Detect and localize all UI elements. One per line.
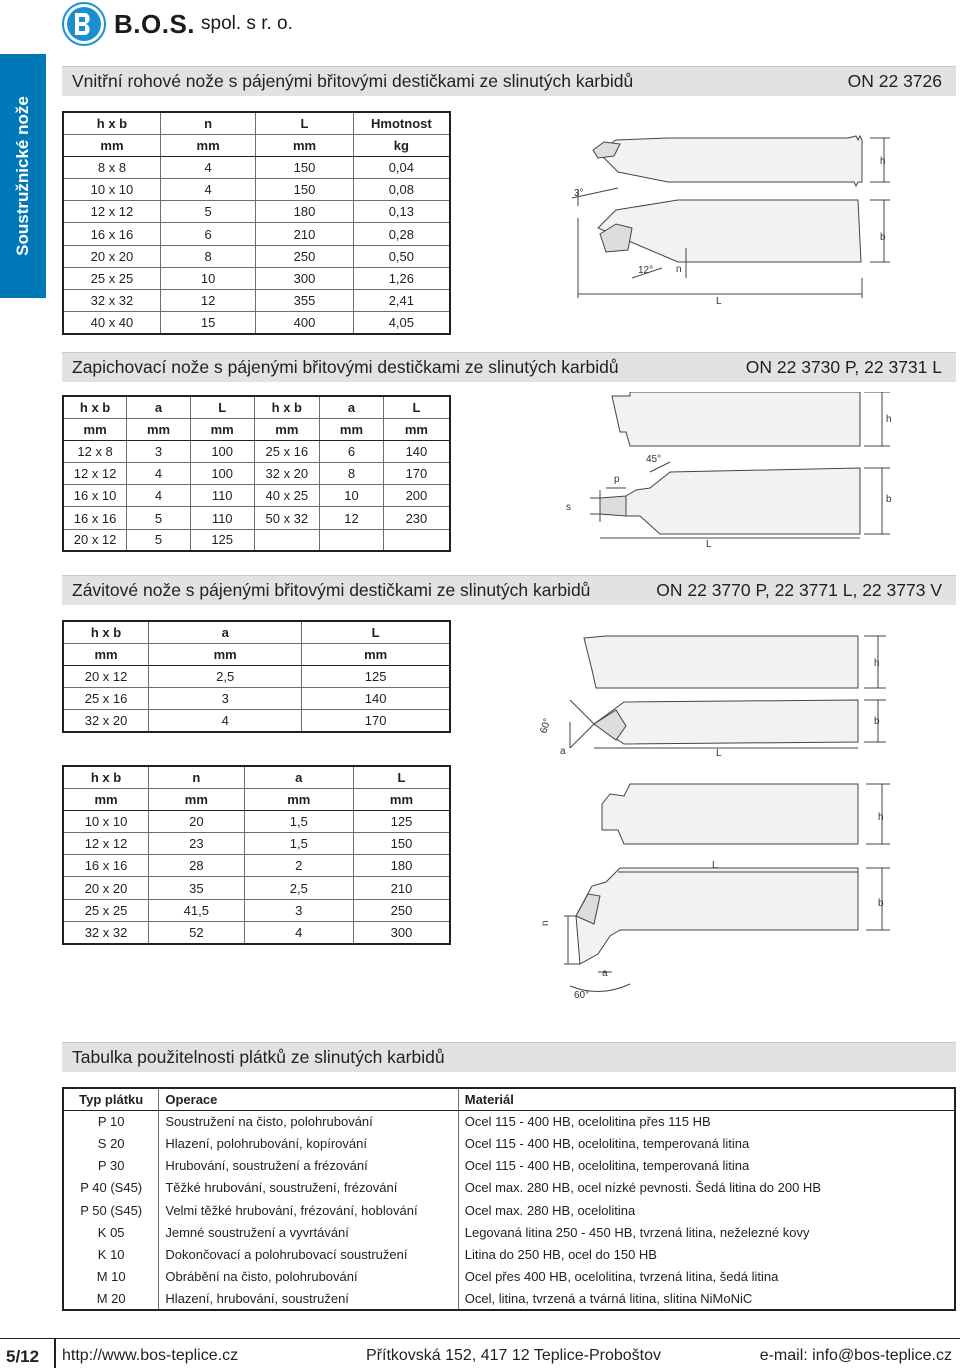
table-header-row — [63, 134, 450, 156]
table-cell: 2,5 — [149, 665, 302, 687]
table-cell: 4,05 — [353, 312, 450, 334]
footer-website-link[interactable]: http://www.bos-teplice.cz — [62, 1347, 239, 1364]
table-cell: L — [302, 621, 450, 643]
table-row — [63, 290, 450, 312]
drawing-4-label-h: h — [878, 812, 884, 823]
table-cell: 12 x 12 — [63, 201, 160, 223]
table-row — [63, 899, 450, 921]
drawing-4-label-n: n — [540, 920, 551, 926]
table-cell: 4 — [160, 179, 255, 201]
table-cell: 12 — [320, 507, 384, 529]
table-cell: 0,50 — [353, 245, 450, 267]
table-cell: 0,13 — [353, 201, 450, 223]
table-cell: 180 — [256, 201, 353, 223]
section-standard: ON 22 3726 — [847, 71, 942, 91]
table-cell: mm — [63, 134, 160, 156]
table-cell: 10 x 10 — [63, 179, 160, 201]
table-row — [63, 810, 450, 832]
table-cell: a — [244, 766, 353, 788]
table-header-row — [63, 1088, 955, 1110]
table-cell: 1,5 — [244, 833, 353, 855]
table-cell: 4 — [149, 710, 302, 732]
table-header-row — [63, 418, 450, 440]
table-cell: Materiál — [458, 1088, 955, 1110]
table-cell: Hlazení, polohrubování, kopírování — [159, 1132, 458, 1154]
company-header — [62, 2, 293, 46]
table-cell: mm — [320, 418, 384, 440]
table-cell: L — [256, 112, 353, 134]
table-cell: 35 — [149, 877, 245, 899]
footer-address: Přítkovská 152, 417 12 Teplice-Proboštov — [366, 1347, 661, 1364]
table-row — [63, 1132, 955, 1154]
table-threading-tools-2 — [62, 765, 451, 945]
table-row — [63, 201, 450, 223]
table-header-row — [63, 112, 450, 134]
table-cell: 40 x 40 — [63, 312, 160, 334]
table-cell: 20 x 12 — [63, 529, 127, 551]
footer-email-link[interactable]: e-mail: info@bos-teplice.cz — [759, 1347, 952, 1364]
table-cell: M 20 — [63, 1288, 159, 1310]
table-cell: 32 x 32 — [63, 921, 149, 943]
table-cell: Ocel, litina, tvrzená a tvárná litina, slitina NiMoNiC — [458, 1288, 955, 1310]
table-cell: Operace — [159, 1088, 458, 1110]
table-cell: 2 — [244, 855, 353, 877]
table-cell: 250 — [256, 245, 353, 267]
company-suffix: spol. s r. o. — [201, 13, 293, 34]
section-header-2 — [62, 352, 956, 382]
table-row — [63, 440, 450, 462]
table-cell: 16 x 16 — [63, 223, 160, 245]
section-header-4 — [62, 1042, 956, 1072]
table-cell: 110 — [190, 507, 254, 529]
table-cell — [320, 529, 384, 551]
drawing-4-label-b: b — [878, 898, 884, 909]
table-cell: 8 x 8 — [63, 156, 160, 178]
table-inner-corner-tools — [62, 111, 451, 335]
table-cell: 210 — [256, 223, 353, 245]
table-cell: P 50 (S45) — [63, 1199, 159, 1221]
table-cell: 20 x 20 — [63, 245, 160, 267]
table-cell: 300 — [256, 267, 353, 289]
table-cell: n — [149, 766, 245, 788]
table-cell: 3 — [127, 440, 191, 462]
table-cell: L — [190, 396, 254, 418]
table-cell: Těžké hrubování, soustružení, frézování — [159, 1177, 458, 1199]
table-cell: Jemné soustružení a vyvrtávání — [159, 1221, 458, 1243]
table-cell: Soustružení na čisto, polohrubování — [159, 1110, 458, 1132]
table-cell: 140 — [302, 688, 450, 710]
table-cell: 25 x 25 — [63, 267, 160, 289]
table-cell: 5 — [127, 507, 191, 529]
table-cell: 0,04 — [353, 156, 450, 178]
table-header-row — [63, 766, 450, 788]
table-row — [63, 312, 450, 334]
table-cell: 250 — [353, 899, 450, 921]
table-cell: mm — [63, 788, 149, 810]
table-row — [63, 1155, 955, 1177]
table-cell: 400 — [256, 312, 353, 334]
table-cell: Ocel 115 - 400 HB, ocelolitina, temperovaná litina — [458, 1132, 955, 1154]
table-row — [63, 1243, 955, 1265]
table-cell: Hlazení, hrubování, soustružení — [159, 1288, 458, 1310]
table-cell: 16 x 10 — [63, 485, 127, 507]
table-cell: 110 — [190, 485, 254, 507]
side-category-tab — [0, 54, 46, 298]
table-row — [63, 1110, 955, 1132]
table-row — [63, 485, 450, 507]
drawing-1-label-L: L — [716, 296, 722, 307]
table-cell: 125 — [302, 665, 450, 687]
drawing-3-label-b: b — [874, 716, 880, 727]
table-cell: 0,08 — [353, 179, 450, 201]
table-cell: h x b — [63, 621, 149, 643]
drawing-1-label-h: h — [880, 156, 886, 167]
table-cell: 8 — [160, 245, 255, 267]
table-cell: 23 — [149, 833, 245, 855]
company-name: B.O.S. — [114, 8, 196, 39]
table-cell: 10 — [320, 485, 384, 507]
table-row — [63, 507, 450, 529]
side-tab-label: Soustružnické nože — [13, 96, 32, 256]
table-cell: 170 — [383, 463, 450, 485]
table-cell: 32 x 32 — [63, 290, 160, 312]
table-row — [63, 688, 450, 710]
drawing-1-label-b: b — [880, 232, 886, 243]
drawing-2-angle-45: 45° — [646, 454, 662, 465]
table-cell: mm — [353, 788, 450, 810]
table-cell: mm — [63, 643, 149, 665]
table-cell: 4 — [127, 485, 191, 507]
table-cell — [254, 529, 320, 551]
table-row — [63, 710, 450, 732]
table-cell: 1,26 — [353, 267, 450, 289]
table-cell: 50 x 32 — [254, 507, 320, 529]
table-cell: 150 — [256, 179, 353, 201]
table-cell: 125 — [353, 810, 450, 832]
table-cell: 40 x 25 — [254, 485, 320, 507]
table-cell: M 10 — [63, 1266, 159, 1288]
table-cell: 300 — [353, 921, 450, 943]
table-cell: L — [383, 396, 450, 418]
table-cell: Ocel max. 280 HB, ocelolitina — [458, 1199, 955, 1221]
table-row — [63, 1221, 955, 1243]
table-cell: h x b — [63, 396, 127, 418]
table-cell: 32 x 20 — [63, 710, 149, 732]
table-cell: L — [353, 766, 450, 788]
table-row — [63, 245, 450, 267]
table-cell: 20 x 20 — [63, 877, 149, 899]
table-cell: Velmi těžké hrubování, frézování, hoblování — [159, 1199, 458, 1221]
table-cell: h x b — [254, 396, 320, 418]
table-cell: mm — [190, 418, 254, 440]
table-cell: 12 x 8 — [63, 440, 127, 462]
table-cell: kg — [353, 134, 450, 156]
table-cell: mm — [244, 788, 353, 810]
table-cell: 20 — [149, 810, 245, 832]
table-cell: 10 x 10 — [63, 810, 149, 832]
drawing-2-label-h: h — [886, 414, 892, 425]
table-cell: mm — [63, 418, 127, 440]
table-cell: 6 — [320, 440, 384, 462]
table-cell: 4 — [127, 463, 191, 485]
table-cell: 12 — [160, 290, 255, 312]
table-cell: 15 — [160, 312, 255, 334]
table-cell: 355 — [256, 290, 353, 312]
table-cell: Legovaná litina 250 - 450 HB, tvrzená litina, neželezné kovy — [458, 1221, 955, 1243]
table-cell: 12 x 12 — [63, 833, 149, 855]
drawing-threading-tool — [530, 630, 950, 760]
table-cell: h x b — [63, 112, 160, 134]
table-cell: Hrubování, soustružení a frézování — [159, 1155, 458, 1177]
table-cell: K 05 — [63, 1221, 159, 1243]
table-cell: 0,28 — [353, 223, 450, 245]
section-standard: ON 22 3770 P, 22 3771 L, 22 3773 V — [656, 580, 942, 600]
table-header-row — [63, 621, 450, 643]
table-cell: 1,5 — [244, 810, 353, 832]
drawing-inner-corner-tool — [558, 128, 948, 310]
table-cell: 150 — [353, 833, 450, 855]
table-row — [63, 529, 450, 551]
table-row — [63, 156, 450, 178]
table-row — [63, 179, 450, 201]
table-cell: Ocel 115 - 400 HB, ocelolitina, temperovaná litina — [458, 1155, 955, 1177]
section-header-1 — [62, 66, 956, 96]
drawing-2-label-L: L — [706, 539, 712, 550]
table-row — [63, 223, 450, 245]
table-row — [63, 463, 450, 485]
table-cell: 25 x 16 — [63, 688, 149, 710]
table-cell: mm — [302, 643, 450, 665]
table-cell: 100 — [190, 463, 254, 485]
section-standard: ON 22 3730 P, 22 3731 L — [745, 357, 942, 377]
table-cell: K 10 — [63, 1243, 159, 1265]
table-cell: P 40 (S45) — [63, 1177, 159, 1199]
section-title: Vnitřní rohové nože s pájenými břitovými destičkami ze slinutých karbidů — [72, 71, 634, 91]
table-cell: S 20 — [63, 1132, 159, 1154]
table-cell: 41,5 — [149, 899, 245, 921]
table-row — [63, 833, 450, 855]
table-cell: 12 x 12 — [63, 463, 127, 485]
footer-divider — [54, 1339, 56, 1368]
drawing-3-label-a: a — [560, 746, 566, 757]
table-cell: 20 x 12 — [63, 665, 149, 687]
table-cell: a — [149, 621, 302, 643]
table-cell: 28 — [149, 855, 245, 877]
table-cell: n — [160, 112, 255, 134]
table-cell: mm — [256, 134, 353, 156]
table-row — [63, 267, 450, 289]
drawing-3-label-L: L — [716, 748, 722, 759]
table-cell: a — [127, 396, 191, 418]
table-cell: Typ plátku — [63, 1088, 159, 1110]
table-cell: P 10 — [63, 1110, 159, 1132]
drawing-threading-tool-2 — [540, 776, 950, 1006]
table-row — [63, 877, 450, 899]
table-row — [63, 921, 450, 943]
table-cell: 100 — [190, 440, 254, 462]
drawing-4-angle-60: 60° — [574, 990, 590, 1001]
table-cell: 6 — [160, 223, 255, 245]
table-cell: Ocel max. 280 HB, ocel nízké pevnosti. Šedá litina do 200 HB — [458, 1177, 955, 1199]
table-header-row — [63, 788, 450, 810]
table-cell: Dokončovací a polohrubovací soustružení — [159, 1243, 458, 1265]
table-cell: mm — [149, 643, 302, 665]
table-cell: Ocel přes 400 HB, ocelolitina, tvrzená litina, šedá litina — [458, 1266, 955, 1288]
table-header-row — [63, 643, 450, 665]
table-cell: 16 x 16 — [63, 507, 127, 529]
table-cell: 4 — [160, 156, 255, 178]
table-cell: 16 x 16 — [63, 855, 149, 877]
table-cell: 230 — [383, 507, 450, 529]
drawing-2-label-p: p — [614, 474, 620, 485]
table-parting-tools — [62, 395, 451, 552]
table-cell: 10 — [160, 267, 255, 289]
table-threading-tools — [62, 620, 451, 733]
table-cell: Litina do 250 HB, ocel do 150 HB — [458, 1243, 955, 1265]
table-header-row — [63, 396, 450, 418]
page-footer — [0, 1338, 960, 1368]
table-cell: Hmotnost — [353, 112, 450, 134]
table-row — [63, 1199, 955, 1221]
drawing-3-label-h: h — [874, 658, 880, 669]
table-cell: 3 — [149, 688, 302, 710]
table-cell: 2,41 — [353, 290, 450, 312]
table-cell: 32 x 20 — [254, 463, 320, 485]
table-cell: a — [320, 396, 384, 418]
table-cell: 210 — [353, 877, 450, 899]
table-cell: 140 — [383, 440, 450, 462]
table-cell: mm — [127, 418, 191, 440]
table-cell: 5 — [160, 201, 255, 223]
table-row — [63, 1288, 955, 1310]
drawing-2-label-s: s — [566, 502, 571, 513]
table-cell: Obrábění na čisto, polohrubování — [159, 1266, 458, 1288]
table-cell: mm — [149, 788, 245, 810]
table-row — [63, 665, 450, 687]
drawing-3-angle-60: 60° — [538, 717, 554, 735]
drawing-4-label-L: L — [712, 860, 718, 871]
drawing-parting-tool — [560, 392, 952, 552]
table-cell: 25 x 25 — [63, 899, 149, 921]
table-cell: P 30 — [63, 1155, 159, 1177]
table-row — [63, 855, 450, 877]
drawing-2-label-b: b — [886, 494, 892, 505]
table-cell: h x b — [63, 766, 149, 788]
table-cell: 4 — [244, 921, 353, 943]
table-row — [63, 1177, 955, 1199]
table-cell: mm — [160, 134, 255, 156]
section-header-3 — [62, 575, 956, 605]
table-cell: 25 x 16 — [254, 440, 320, 462]
table-cell: 200 — [383, 485, 450, 507]
table-cell: mm — [254, 418, 320, 440]
table-cell: 52 — [149, 921, 245, 943]
table-carbide-usage — [62, 1087, 956, 1311]
table-cell: 5 — [127, 529, 191, 551]
table-cell — [383, 529, 450, 551]
page-number: 5/12 — [6, 1347, 40, 1366]
drawing-1-label-n: n — [676, 264, 682, 275]
table-cell: mm — [383, 418, 450, 440]
table-cell: 180 — [353, 855, 450, 877]
table-cell: 150 — [256, 156, 353, 178]
drawing-1-angle-12: 12° — [638, 265, 654, 276]
table-row — [63, 1266, 955, 1288]
bos-logo-icon — [62, 2, 106, 46]
drawing-4-label-a: a — [602, 968, 608, 979]
table-cell: 170 — [302, 710, 450, 732]
table-cell: 8 — [320, 463, 384, 485]
table-cell: Ocel 115 - 400 HB, ocelolitina přes 115 HB — [458, 1110, 955, 1132]
drawing-1-angle-3: 3° — [574, 188, 584, 199]
table-cell: 2,5 — [244, 877, 353, 899]
section-title: Závitové nože s pájenými břitovými destičkami ze slinutých karbidů — [72, 580, 591, 600]
table-cell: 3 — [244, 899, 353, 921]
section-title: Tabulka použitelnosti plátků ze slinutých karbidů — [72, 1047, 445, 1067]
section-title: Zapichovací nože s pájenými břitovými destičkami ze slinutých karbidů — [72, 357, 619, 377]
table-cell: 125 — [190, 529, 254, 551]
